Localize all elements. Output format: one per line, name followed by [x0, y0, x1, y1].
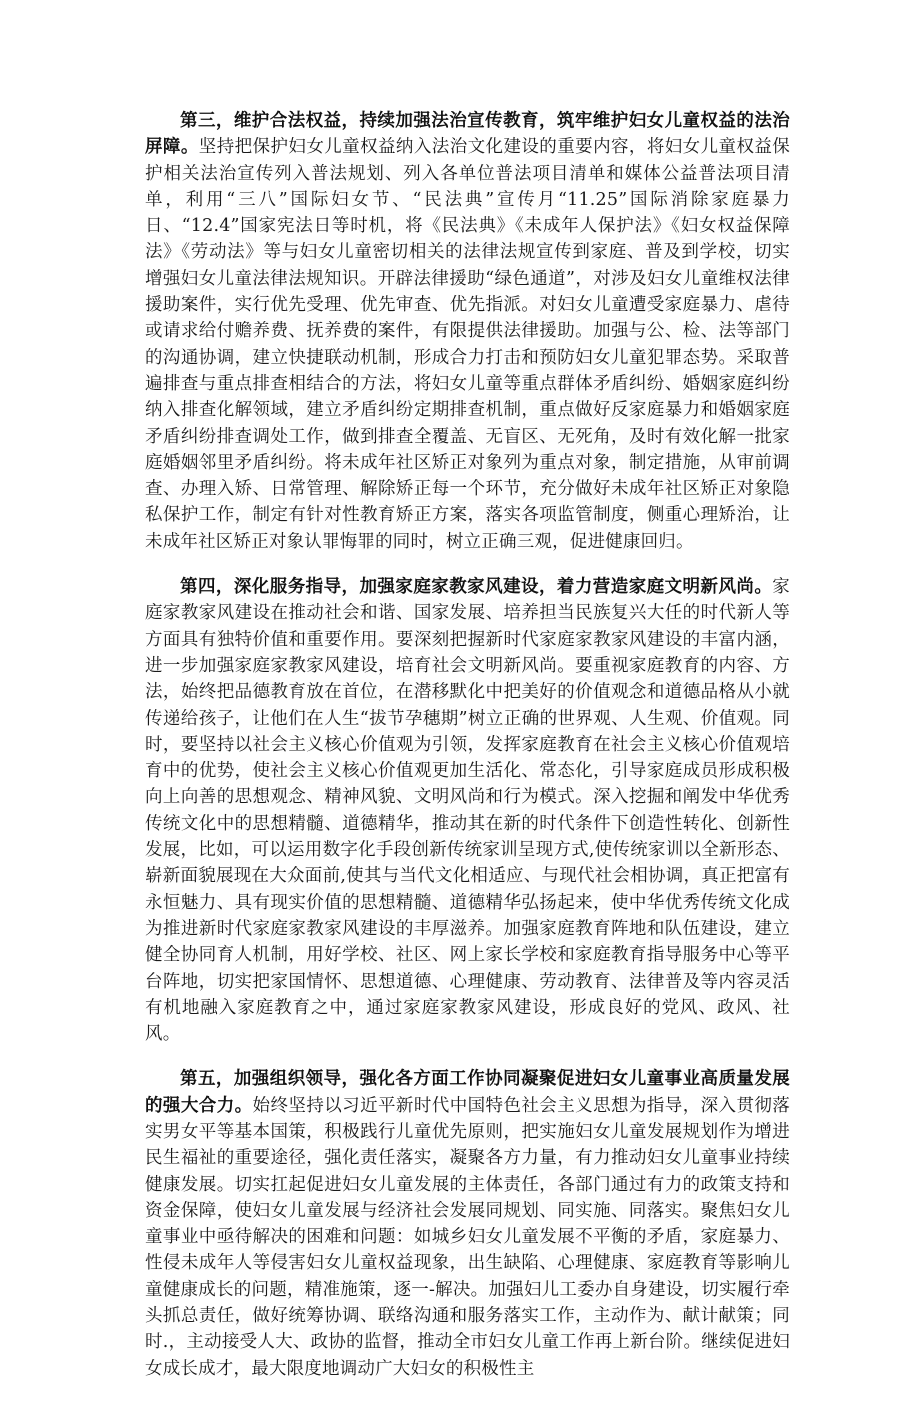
document-page [145, 108, 790, 1401]
paragraph-body: 家庭家教家风建设在推动社会和谐、国家发展、培养担当民族复兴大任的时代新人等方面具有独特价值和重要作用。要深刻把握新时代家庭家教家风建设的丰富内涵，进一步加强家庭家教家风建设，培育社会文明新风尚。要重视家庭教育的内容、方法，始终把品德教育放在首位，在潜移默化中把美好的价值观念和道德品格从小就传递给孩子，让他们在人生“拔节孕穗期”树立正确的世界观、人生观、价值观。同时，要坚持以社会主义核心价值观为引领，发挥家庭教育在社会主义核心价值观培育中的优势，使社会主义核心价值观更加生活化、常态化，引导家庭成员形成积极向上向善的思想观念、精神风貌、文明风尚和行为模式。深入挖掘和阐发中华优秀传统文化中的思想精髓、道德精华，推动其在新的时代条件下创造性转化、创新性发展，比如，可以运用数字化手段创新传统家训呈现方式,使传统家训以全新形态、崭新面貌展现在大众面前,使其与当代文化相适应、与现代社会相协调，真正把富有永恒魅力、具有现实价值的思想精髓、道德精华弘扬起来，使中华优秀传统文化成为推进新时代家庭家教家风建设的丰厚滋养。加强家庭教育阵地和队伍建设，建立健全协同育人机制，用好学校、社区、网上家长学校和家庭教育指导服务中心等平台阵地，切实把家国情怀、思想道德、心理健康、劳动教育、法律普及等内容灵活有机地融入家庭教育之中，通过家庭家教家风建设，形成良好的党风、政风、社风。 [145, 577, 790, 1045]
paragraph-body: 坚持把保护妇女儿童权益纳入法治文化建设的重要内容，将妇女儿童权益保护相关法治宣传列入普法规划、列入各单位普法项目清单和媒体公益普法项目清单，利用“三八”国际妇女节、“民法典”宣传月“11.25”国际消除家庭暴力日、“12.4”国家宪法日等时机，将《民法典》《未成年人保护法》《妇女权益保障法》《劳动法》等与妇女儿童密切相关的法律法规宣传到家庭、普及到学校，切实增强妇女儿童法律法规知识。开辟法律援助“绿色通道”，对涉及妇女儿童维权法律援助案件，实行优先受理、优先审查、优先指派。对妇女儿童遭受家庭暴力、虐待或请求给付赡养费、抚养费的案件，有限提供法律援助。加强与公、检、法等部门的沟通协调，建立快捷联动机制，形成合力打击和预防妇女儿童犯罪态势。采取普遍排查与重点排查相结合的方法，将妇女儿童等重点群体矛盾纠纷、婚姻家庭纠纷纳入排查化解领域，建立矛盾纠纷定期排查机制，重点做好反家庭暴力和婚姻家庭矛盾纠纷排查调处工作，做到排查全覆盖、无盲区、无死角，及时有效化解一批家庭婚姻邻里矛盾纠纷。将未成年社区矫正对象列为重点对象，制定措施，从审前调查、办理入矫、日常管理、解除矫正每一个环节，充分做好未成年社区矫正对象隐私保护工作，制定有针对性教育矫正方案，落实各项监管制度，侧重心理矫治，让未成年社区矫正对象认罪悔罪的同时，树立正确三观，促进健康回归。 [145, 137, 790, 552]
paragraph-heading: 第三，维护合法权益，持续加强法治宣传教育，筑牢维护妇女儿童权益的法治屏障。 [145, 111, 790, 158]
paragraph-body: 始终坚持以习近平新时代中国特色社会主义思想为指导，深入贯彻落实男女平等基本国策，积极践行儿童优先原则，把实施妇女儿童发展规划作为增进民生福祉的重要途径，强化责任落实，凝聚各方力量，有力推动妇女儿童事业持续健康发展。切实扛起促进妇女儿童发展的主体责任，各部门通过有力的政策支持和资金保障，使妇女儿童发展与经济社会发展同规划、同实施、同落实。聚焦妇女儿童事业中亟待解决的困难和问题：如城乡妇女儿童发展不平衡的矛盾，家庭暴力、性侵未成年人等侵害妇女儿童权益现象，出生缺陷、心理健康、家庭教育等影响儿童健康成长的问题，精准施策，逐一-解决。加强妇儿工委办自身建设，切实履行牵头抓总责任，做好统筹协调、联络沟通和服务落实工作，主动作为、献计献策；同时.，主动接受人大、政协的监督，推动全市妇女儿童工作再上新台阶。继续促进妇女成长成才，最大限度地调动广大妇女的积极性主 [145, 1095, 791, 1379]
paragraph-heading: 第五，加强组织领导，强化各方面工作协同凝聚促进妇女儿童事业高质量发展的强大合力。 [145, 1069, 790, 1116]
paragraph-fifth [145, 1066, 790, 1382]
paragraph-fourth [145, 574, 790, 1047]
paragraph-third [145, 108, 790, 555]
paragraph-heading: 第四，深化服务指导，加强家庭家教家风建设，着力营造家庭文明新风尚。 [180, 577, 773, 598]
